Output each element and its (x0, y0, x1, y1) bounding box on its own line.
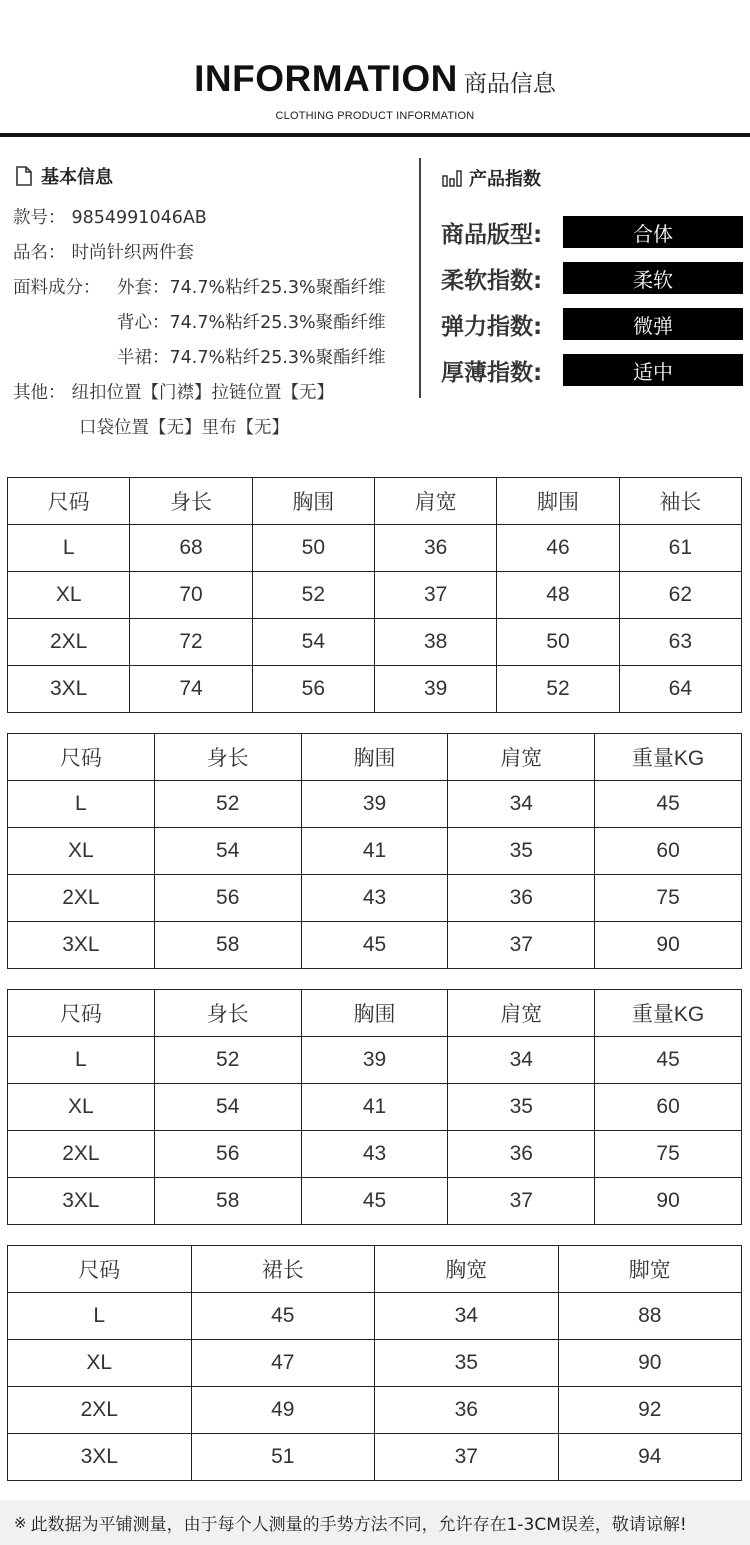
table-cell: L (8, 1037, 155, 1084)
table-cell: 54 (154, 1084, 301, 1131)
fabric-value: 74.7%粘纤25.3%聚酯纤维 (169, 348, 386, 368)
table-header-row (8, 1246, 742, 1293)
size-table-2 (7, 733, 742, 969)
table-cell: 45 (301, 1178, 448, 1225)
index-label: 柔软指数: (441, 267, 543, 294)
header-divider (0, 133, 750, 137)
fabric-line-1 (117, 274, 386, 299)
table-row (8, 1178, 742, 1225)
table-cell: 45 (191, 1293, 375, 1340)
style-number-label: 款号： (13, 208, 66, 228)
index-label: 商品版型: (441, 221, 543, 248)
title-cn: 商品信息 (463, 71, 556, 97)
measurement-note (0, 1500, 750, 1545)
table-cell: 56 (154, 875, 301, 922)
index-label: 弹力指数: (441, 313, 543, 340)
basic-info-heading (13, 163, 113, 189)
fabric-value: 74.7%粘纤25.3%聚酯纤维 (169, 278, 386, 298)
table-cell: 43 (301, 875, 448, 922)
header-cell: 身长 (130, 478, 252, 525)
header-cell: 身长 (154, 734, 301, 781)
size-table-3 (7, 989, 742, 1225)
table-cell: XL (8, 1084, 155, 1131)
table-row (8, 666, 742, 713)
table-row (8, 1340, 742, 1387)
table-cell: 90 (595, 922, 742, 969)
header-cell: 胸围 (301, 734, 448, 781)
table-cell: 39 (301, 781, 448, 828)
table-cell: 90 (595, 1178, 742, 1225)
table-cell: 35 (375, 1340, 559, 1387)
table-cell: 58 (154, 1178, 301, 1225)
size-table-1 (7, 477, 742, 713)
product-index-heading (441, 165, 541, 191)
table-cell: 36 (448, 875, 595, 922)
table-cell: 34 (448, 1037, 595, 1084)
table-row (8, 1387, 742, 1434)
fabric-part: 半裙： (117, 348, 170, 368)
table-cell: 3XL (8, 1178, 155, 1225)
title-row (0, 58, 750, 100)
header-cell: 肩宽 (448, 734, 595, 781)
product-info-section (0, 150, 750, 450)
table-cell: L (8, 1293, 192, 1340)
table-row (8, 1434, 742, 1481)
subtitle: CLOTHING PRODUCT INFORMATION (275, 110, 475, 122)
table-cell: 54 (154, 828, 301, 875)
table-cell: 2XL (8, 1131, 155, 1178)
table-cell: 36 (375, 1387, 559, 1434)
table-cell: 94 (558, 1434, 742, 1481)
bar-chart-icon (441, 167, 463, 189)
table-row (8, 875, 742, 922)
fabric-part: 背心： (117, 313, 170, 333)
table-cell: XL (8, 572, 130, 619)
table-cell: 58 (154, 922, 301, 969)
header-cell: 脚围 (497, 478, 619, 525)
table-cell: 61 (619, 525, 741, 572)
index-label: 厚薄指数: (441, 359, 543, 386)
table-cell: L (8, 525, 130, 572)
product-name-label: 品名： (13, 243, 66, 263)
table-cell: 35 (448, 828, 595, 875)
table-cell: 2XL (8, 875, 155, 922)
other-label: 其他： (13, 383, 66, 403)
header-cell: 尺码 (8, 990, 155, 1037)
table-row (8, 1037, 742, 1084)
table-cell: 52 (252, 572, 374, 619)
table-cell: 46 (497, 525, 619, 572)
table-row (8, 1084, 742, 1131)
style-number-value: 9854991046AB (71, 208, 207, 228)
header-cell: 胸宽 (375, 1246, 559, 1293)
table-cell: 54 (252, 619, 374, 666)
basic-info-title: 基本信息 (41, 167, 113, 188)
table-cell: 60 (595, 1084, 742, 1131)
other-value-1: 纽扣位置【门襟】拉链位置【无】 (71, 383, 334, 403)
fabric-value: 74.7%粘纤25.3%聚酯纤维 (169, 313, 386, 333)
table-cell: XL (8, 1340, 192, 1387)
table-cell: 74 (130, 666, 252, 713)
table-cell: 64 (619, 666, 741, 713)
table-cell: 62 (619, 572, 741, 619)
header-cell: 肩宽 (374, 478, 496, 525)
page-header (0, 0, 750, 137)
table-cell: 3XL (8, 922, 155, 969)
table-row (8, 781, 742, 828)
header-cell: 袖长 (619, 478, 741, 525)
table-cell: 50 (252, 525, 374, 572)
table-cell: 88 (558, 1293, 742, 1340)
product-name-value: 时尚针织两件套 (71, 243, 194, 263)
table-cell: 56 (154, 1131, 301, 1178)
table-cell: 35 (448, 1084, 595, 1131)
index-row-elasticity (441, 308, 743, 340)
note-mark: ※ (14, 1513, 27, 1532)
index-value: 柔软 (563, 262, 743, 294)
product-name-line (13, 239, 194, 264)
fabric-part: 外套： (117, 278, 170, 298)
header-cell: 重量KG (595, 990, 742, 1037)
index-value: 微弹 (563, 308, 743, 340)
table-cell: 41 (301, 1084, 448, 1131)
table-cell: L (8, 781, 155, 828)
header-cell: 身长 (154, 990, 301, 1037)
table-cell: 38 (374, 619, 496, 666)
table-cell: 92 (558, 1387, 742, 1434)
table-header-row (8, 478, 742, 525)
table-cell: 63 (619, 619, 741, 666)
other-line-1 (13, 379, 334, 404)
table-cell: 36 (448, 1131, 595, 1178)
style-number-line (13, 204, 207, 229)
table-cell: 37 (448, 922, 595, 969)
table-row (8, 828, 742, 875)
header-cell: 尺码 (8, 1246, 192, 1293)
table-cell: 3XL (8, 1434, 192, 1481)
table-cell: 52 (497, 666, 619, 713)
note-text: 此数据为平铺测量，由于每个人测量的手势方法不同，允许存在1-3CM误差，敬请谅解! (30, 1515, 687, 1535)
table-cell: 39 (374, 666, 496, 713)
table-cell: 47 (191, 1340, 375, 1387)
info-vertical-divider (419, 158, 421, 398)
table-cell: 2XL (8, 1387, 192, 1434)
table-cell: 36 (374, 525, 496, 572)
table-cell: 45 (301, 922, 448, 969)
size-table-4 (7, 1245, 742, 1481)
table-cell: 39 (301, 1037, 448, 1084)
index-value: 适中 (563, 354, 743, 386)
header-cell: 重量KG (595, 734, 742, 781)
table-cell: 41 (301, 828, 448, 875)
table-row (8, 525, 742, 572)
table-cell: 37 (375, 1434, 559, 1481)
table-cell: 70 (130, 572, 252, 619)
index-row-thickness (441, 354, 743, 386)
table-cell: 52 (154, 781, 301, 828)
table-cell: 45 (595, 781, 742, 828)
title-en: INFORMATION (194, 58, 458, 99)
index-value: 合体 (563, 216, 743, 248)
table-cell: 37 (374, 572, 496, 619)
table-row (8, 922, 742, 969)
table-cell: 51 (191, 1434, 375, 1481)
other-value-2: 口袋位置【无】里布【无】 (79, 418, 289, 438)
table-cell: 75 (595, 875, 742, 922)
table-header-row (8, 734, 742, 781)
document-icon (13, 165, 35, 187)
table-header-row (8, 990, 742, 1037)
table-cell: 43 (301, 1131, 448, 1178)
header-cell: 肩宽 (448, 990, 595, 1037)
table-cell: 37 (448, 1178, 595, 1225)
table-cell: 52 (154, 1037, 301, 1084)
table-cell: 3XL (8, 666, 130, 713)
header-cell: 胸围 (252, 478, 374, 525)
fabric-line-3 (117, 344, 386, 369)
table-cell: 90 (558, 1340, 742, 1387)
table-cell: XL (8, 828, 155, 875)
index-row-softness (441, 262, 743, 294)
table-cell: 48 (497, 572, 619, 619)
table-cell: 68 (130, 525, 252, 572)
table-cell: 49 (191, 1387, 375, 1434)
header-cell: 尺码 (8, 734, 155, 781)
fabric-line-2 (117, 309, 386, 334)
table-cell: 50 (497, 619, 619, 666)
table-cell: 2XL (8, 619, 130, 666)
header-cell: 尺码 (8, 478, 130, 525)
table-cell: 75 (595, 1131, 742, 1178)
table-row (8, 619, 742, 666)
table-cell: 45 (595, 1037, 742, 1084)
header-cell: 胸围 (301, 990, 448, 1037)
table-row (8, 1131, 742, 1178)
table-cell: 60 (595, 828, 742, 875)
table-row (8, 572, 742, 619)
header-cell: 脚宽 (558, 1246, 742, 1293)
header-cell: 裙长 (191, 1246, 375, 1293)
table-cell: 34 (448, 781, 595, 828)
table-cell: 34 (375, 1293, 559, 1340)
table-cell: 56 (252, 666, 374, 713)
table-cell: 72 (130, 619, 252, 666)
fabric-label: 面料成分： (13, 278, 101, 298)
table-row (8, 1293, 742, 1340)
index-row-fit (441, 216, 743, 248)
product-index-title: 产品指数 (469, 169, 541, 190)
